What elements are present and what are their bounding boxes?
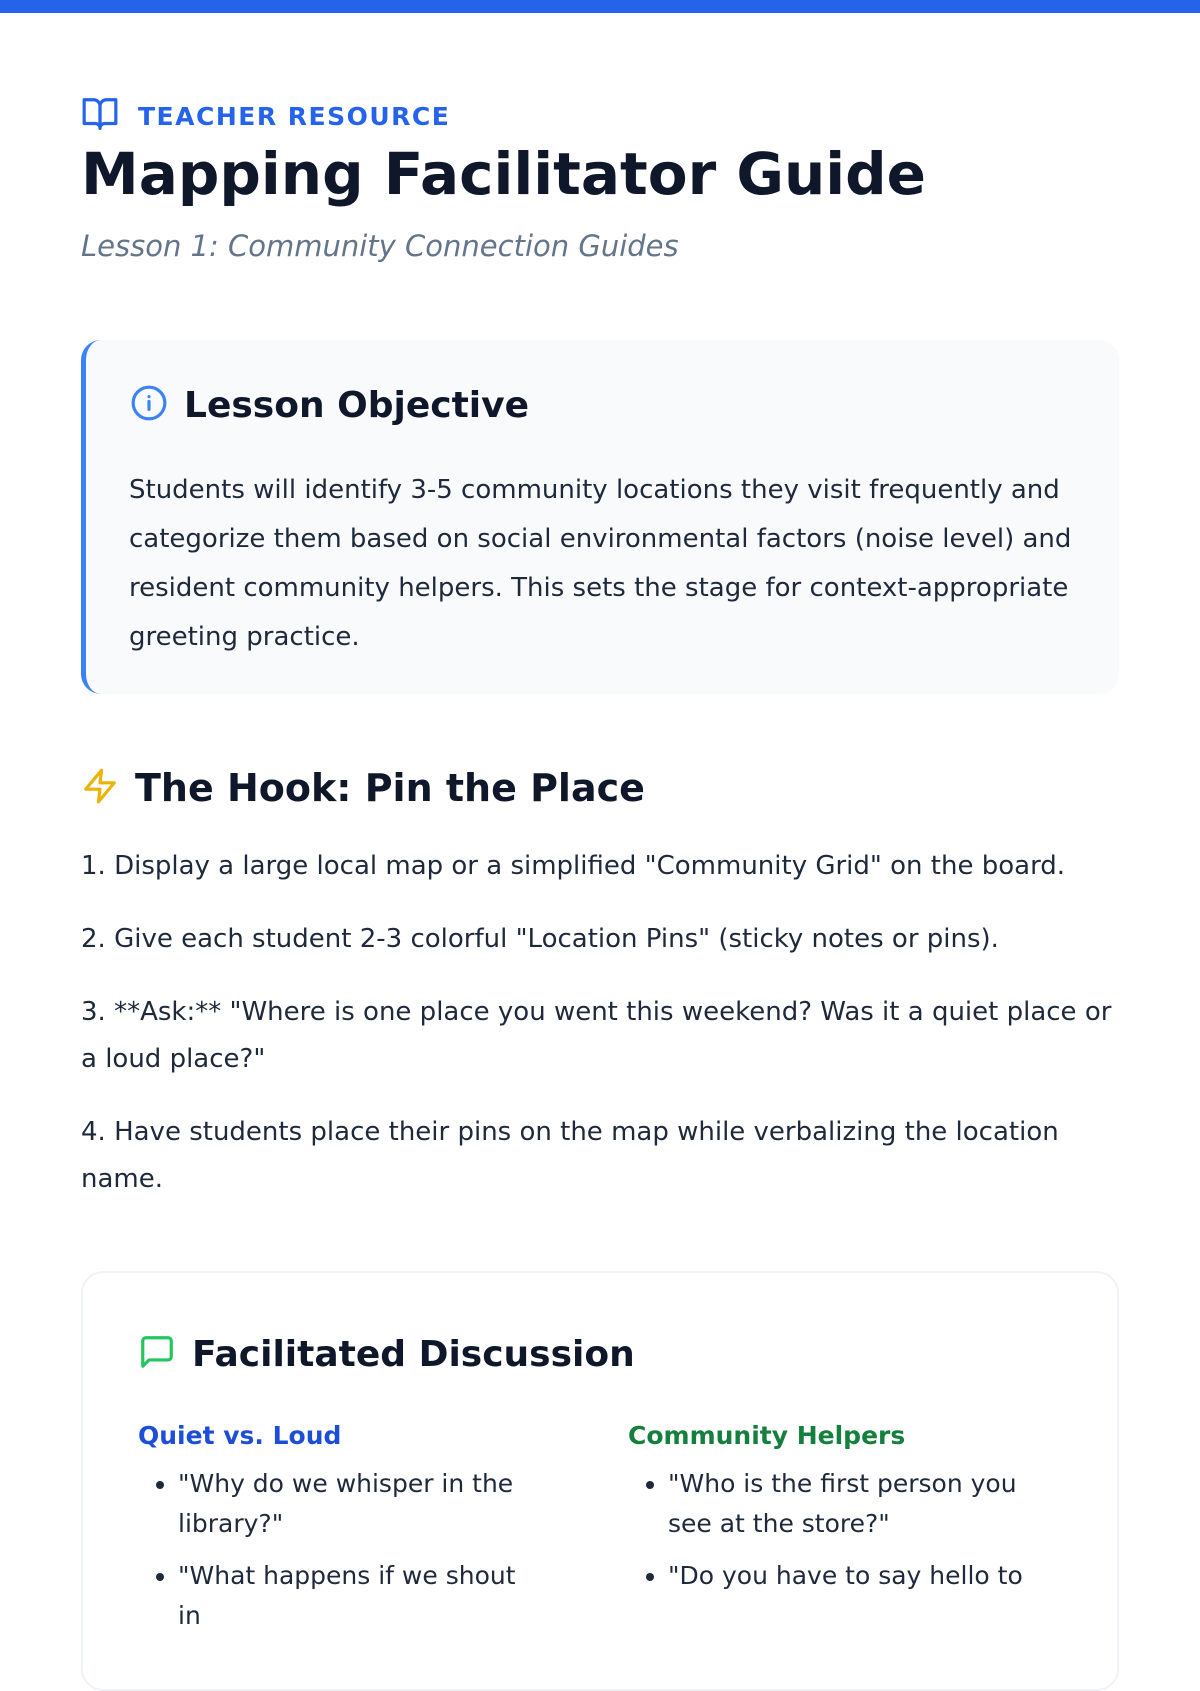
hook-step-4: 4. Have students place their pins on the map while verbalizing the location name. <box>81 1117 1059 1194</box>
discussion-title: Facilitated Discussion <box>192 1333 635 1375</box>
list-item: • "Why do we whisper in the library?" <box>178 1464 538 1544</box>
discussion-header <box>138 1333 635 1375</box>
hook-title: The Hook: Pin the Place <box>135 766 645 810</box>
lightning-icon <box>81 767 119 809</box>
community-helpers-list <box>628 1464 1028 1596</box>
community-helpers-heading: Community Helpers <box>628 1421 906 1450</box>
hook-step-3: 3. **Ask:** "Where is one place you went this weekend? Was it a quiet place or a loud place?" <box>81 997 1112 1074</box>
hook-step-1: 1. Display a large local map or a simplified "Community Grid" on the board. <box>81 851 1066 881</box>
list-item: • "What happens if we shout in <box>178 1556 538 1636</box>
hook-step-2: 2. Give each student 2-3 colorful "Location Pins" (sticky notes or pins). <box>81 924 999 954</box>
top-accent-bar <box>0 0 1200 13</box>
book-open-icon <box>81 95 119 137</box>
community-helpers-column <box>628 1421 1028 1608</box>
objective-title: Lesson Objective <box>184 384 530 426</box>
lesson-objective-card <box>81 340 1119 694</box>
objective-text: Students will identify 3-5 community locations they visit frequently and categorize them based on social environmental factors (noise level) and resident community helpers. This sets the stage for context-appropriate greeting practice. <box>129 475 1072 652</box>
quiet-loud-heading: Quiet vs. Loud <box>138 1421 342 1450</box>
page-subtitle: Lesson 1: Community Connection Guides <box>81 229 679 263</box>
eyebrow <box>81 95 450 137</box>
discussion-card <box>81 1271 1119 1691</box>
objective-header <box>130 384 529 426</box>
quiet-loud-column <box>138 1421 538 1648</box>
page-title: Mapping Facilitator Guide <box>81 140 927 208</box>
eyebrow-label: TEACHER RESOURCE <box>138 101 451 131</box>
quiet-loud-list <box>138 1464 538 1636</box>
chat-icon <box>138 1333 176 1375</box>
hook-header <box>81 766 645 810</box>
list-item: • "Do you have to say hello to <box>668 1556 1028 1596</box>
hook-steps <box>81 843 1119 1229</box>
info-icon <box>130 384 168 426</box>
list-item: • "Who is the first person you see at the store?" <box>668 1464 1028 1544</box>
